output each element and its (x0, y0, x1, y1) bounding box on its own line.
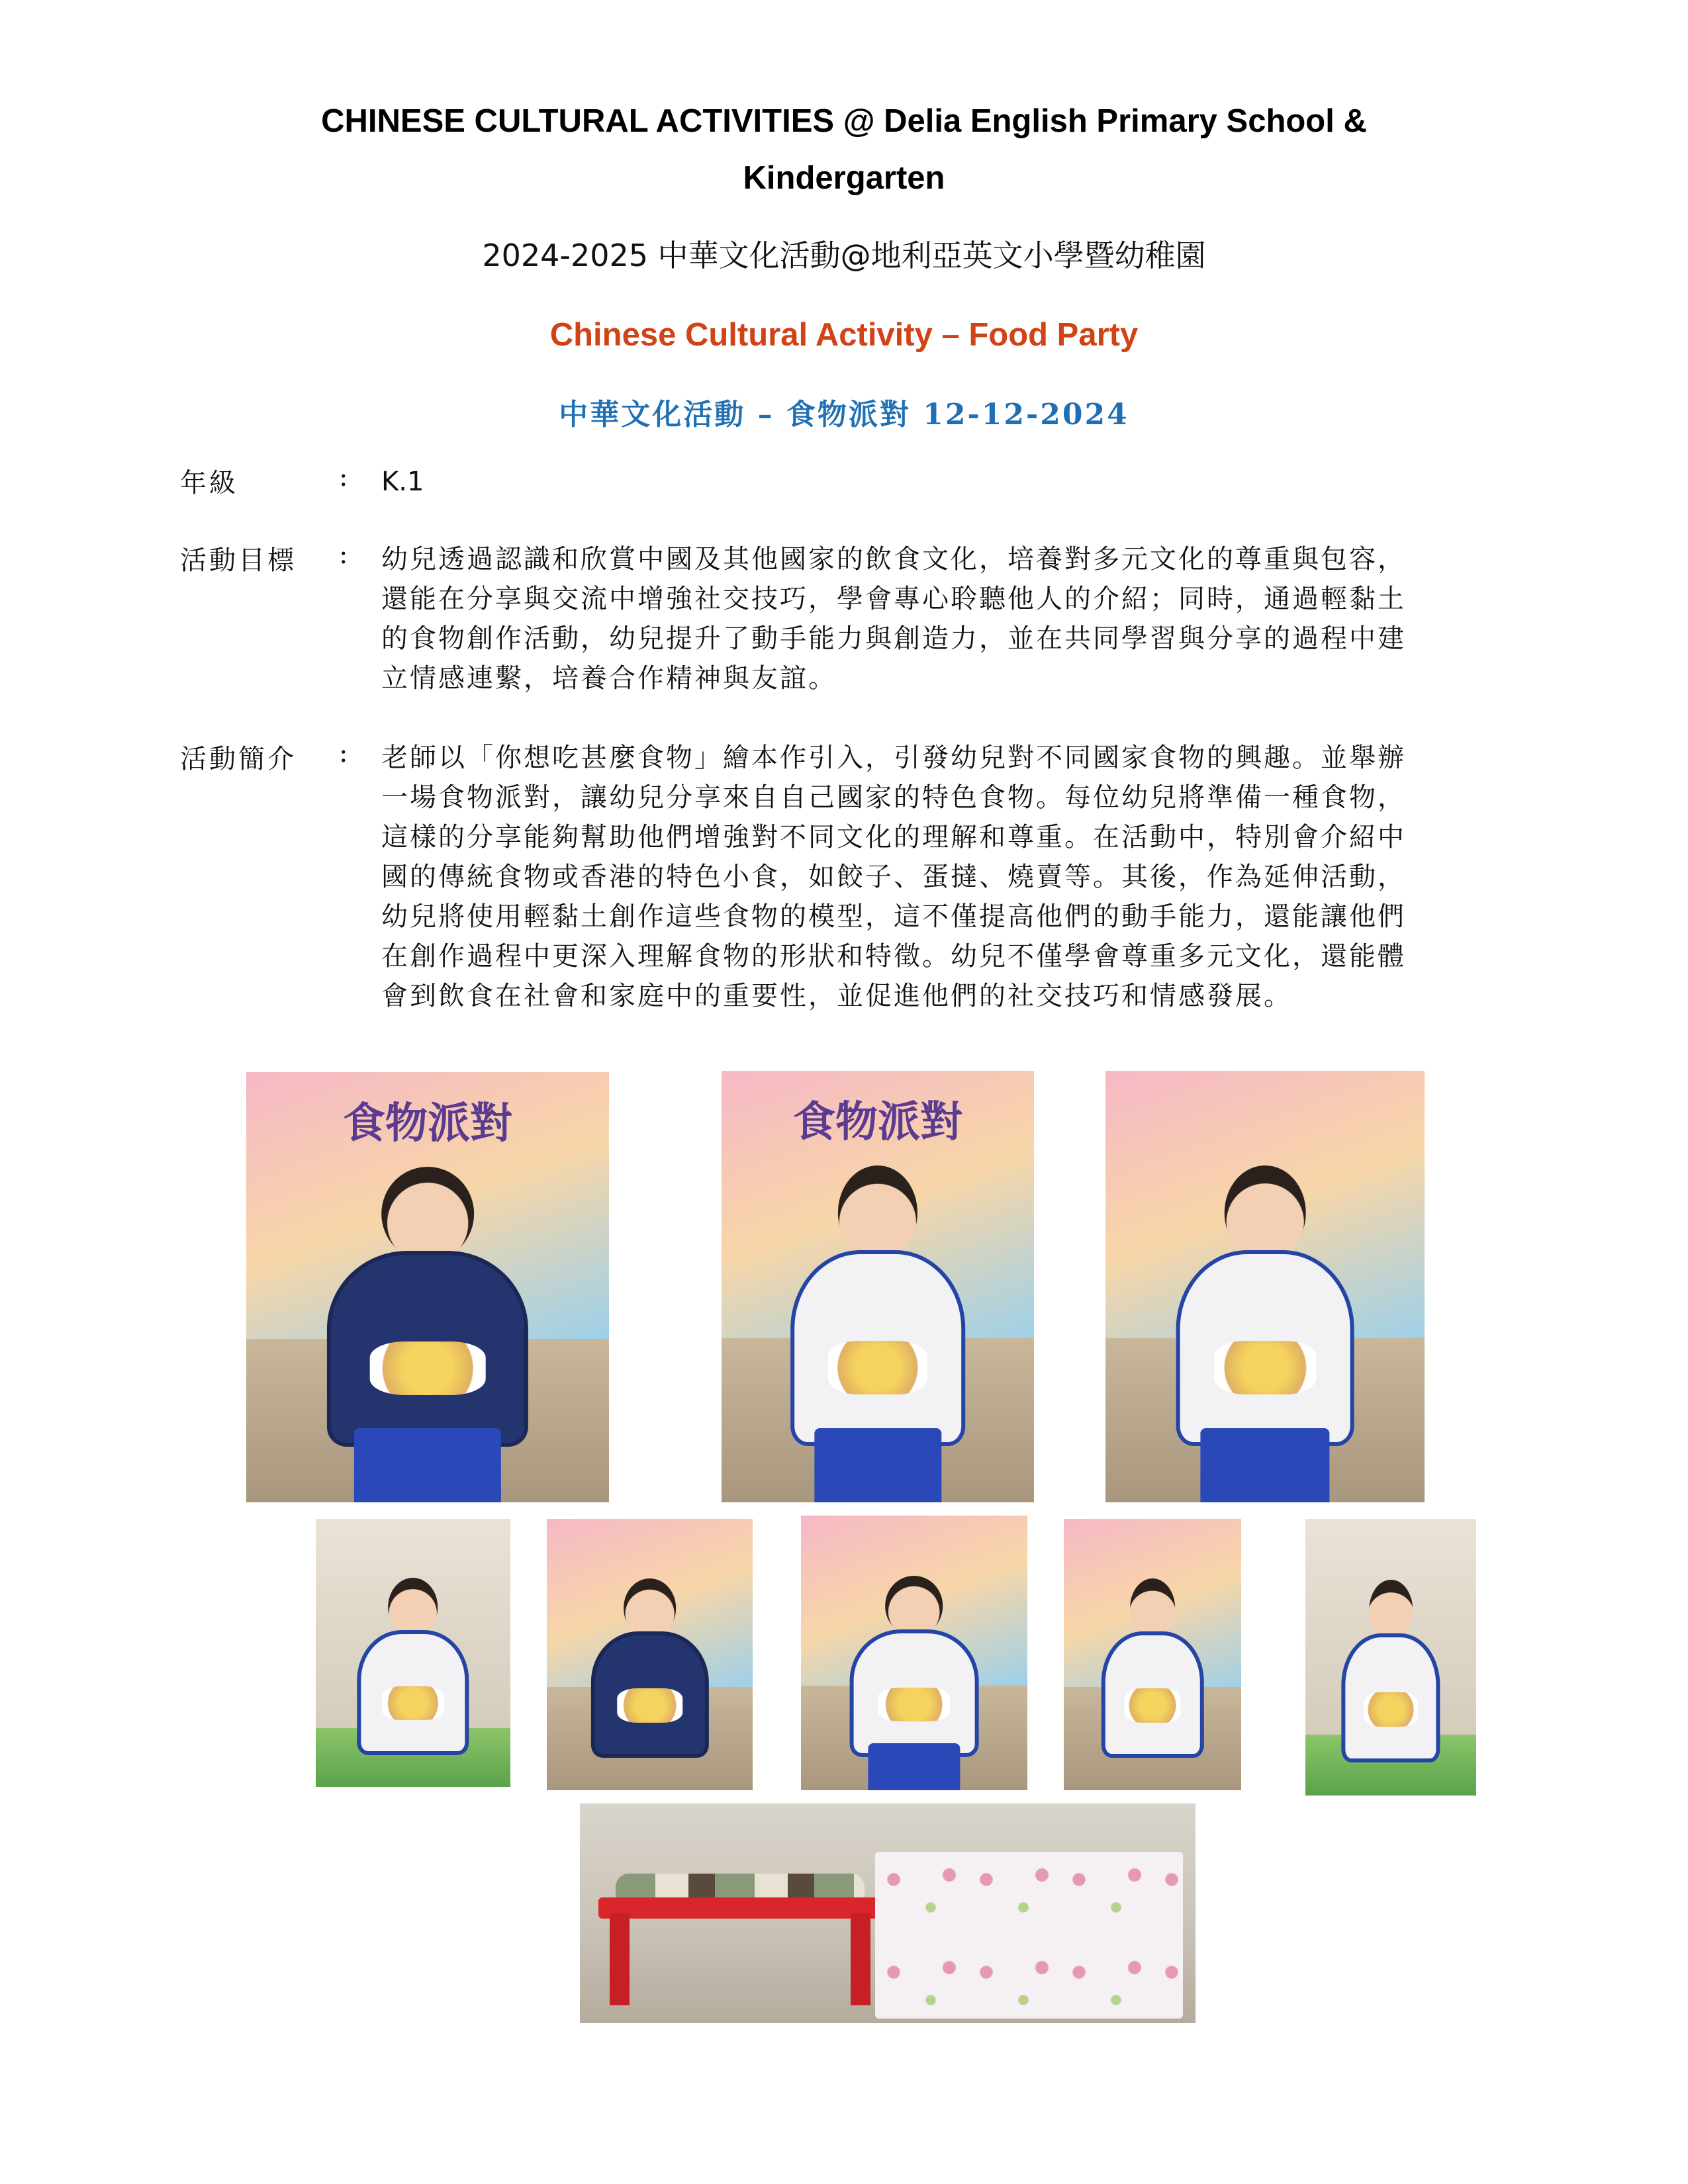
title-line-1: CHINESE CULTURAL ACTIVITIES @ Delia English Primary School & (321, 103, 1367, 139)
objective-line: 立情感連繫，培養合作精神與友誼。 (381, 663, 837, 694)
intro-line: 會到飲食在社會和家庭中的重要性，並促進他們的社交技巧和情感發展。 (381, 981, 1292, 1011)
photo-banner: 食物派對 (793, 1097, 962, 1148)
photo-child-1 (246, 1072, 609, 1502)
intro-text (381, 738, 1675, 1016)
photo-child-8 (1305, 1519, 1476, 1796)
grade-label: 年級 (180, 468, 238, 498)
photo-child-6 (801, 1516, 1027, 1790)
grade-row (180, 462, 1504, 502)
intro-line: 在創作過程中更深入理解食物的形狀和特徵。幼兒不僅學會尊重多元文化，還能體 (381, 941, 1406, 972)
photo-food-table (580, 1803, 1196, 2023)
objective-line: 幼兒透過認識和欣賞中國及其他國家的飲食文化，培養對多元文化的尊重與包容， (381, 544, 1406, 574)
objective-row (180, 539, 1504, 705)
intro-colon: : (339, 738, 348, 768)
objective-colon: : (339, 539, 348, 570)
intro-line: 老師以「你想吃甚麼食物」繪本作引入，引發幼兒對不同國家食物的興趣。並舉辦 (381, 743, 1406, 773)
objective-line: 的食物創作活動，幼兒提升了動手能力與創造力，並在共同學習與分享的過程中建 (381, 623, 1406, 654)
document-title (165, 93, 1523, 206)
photo-child-7 (1064, 1519, 1241, 1790)
photo-child-3 (1105, 1071, 1425, 1502)
photo-child-4 (316, 1519, 510, 1787)
event-title-chinese: 中華文化活動 – 食物派對 12-12-2024 (559, 398, 1129, 432)
intro-line: 一場食物派對，讓幼兒分享來自自己國家的特色食物。每位幼兒將準備一種食物， (381, 782, 1406, 813)
subtitle: 2024-2025 中華文化活動@地利亞英文小學暨幼稚園 (482, 238, 1206, 273)
grade-value: K.1 (381, 467, 424, 497)
intro-label: 活動簡介 (180, 744, 297, 774)
floral-table (875, 1852, 1183, 2019)
title-line-2: Kindergarten (743, 160, 945, 196)
photo-banner: 食物派對 (343, 1099, 512, 1148)
intro-line: 國的傳統食物或香港的特色小食，如餃子、蛋撻、燒賣等。其後，作為延伸活動， (381, 862, 1406, 892)
photo-child-2 (722, 1071, 1034, 1502)
photo-child-5 (547, 1519, 753, 1790)
objective-text (381, 539, 1675, 698)
objective-label: 活動目標 (180, 545, 297, 576)
intro-line: 這樣的分享能夠幫助他們增強對不同文化的理解和尊重。在活動中，特別會介紹中 (381, 822, 1406, 852)
red-table (598, 1874, 882, 2005)
objective-line: 還能在分享與交流中增強社交技巧，學會專心聆聽他人的介紹；同時，通過輕黏土 (381, 584, 1406, 614)
intro-row (180, 738, 1504, 1023)
event-title-english: Chinese Cultural Activity – Food Party (549, 317, 1139, 353)
intro-line: 幼兒將使用輕黏土創作這些食物的模型，這不僅提高他們的動手能力，還能讓他們 (381, 901, 1406, 932)
grade-colon: : (339, 462, 348, 492)
